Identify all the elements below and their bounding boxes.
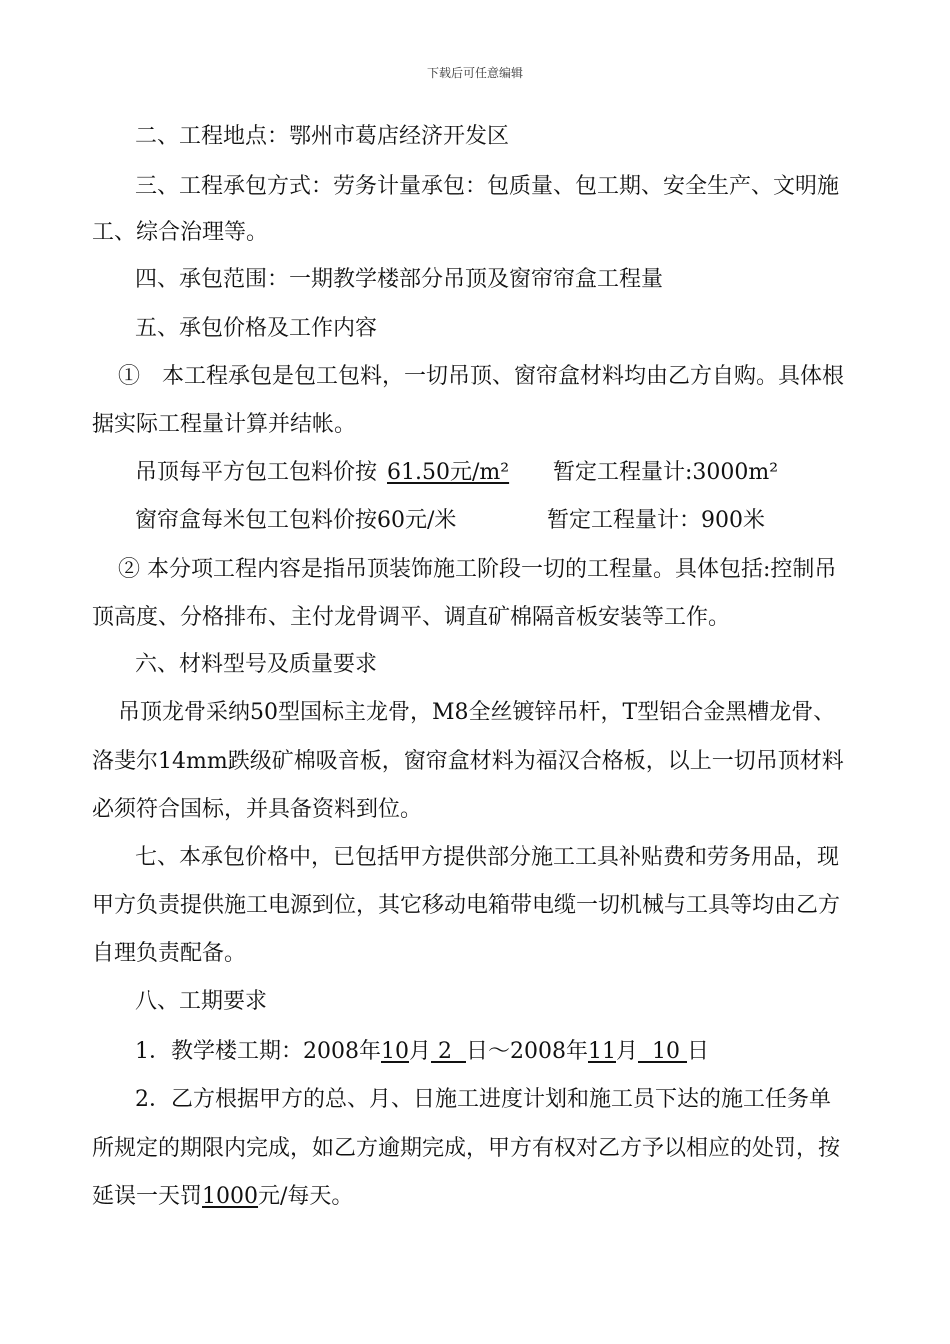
section-5-item-2-line-1: ② 本分项工程内容是指吊顶装饰施工阶段一切的工程量。具体包括:控制吊 bbox=[118, 557, 837, 582]
section-5-item-1-line-2: 据实际工程量计算并结帐。 bbox=[92, 412, 357, 437]
price-ceiling-quantity: 暂定工程量计:3000m² bbox=[553, 460, 779, 485]
day-char: 日 bbox=[687, 1039, 710, 1064]
price-ceiling-label: 吊顶每平方包工包料价按 bbox=[135, 460, 378, 485]
section-8-title: 八、工期要求 bbox=[135, 989, 268, 1014]
section-3-line-2: 工、综合治理等。 bbox=[92, 220, 269, 245]
section-7-line-3: 自理负责配备。 bbox=[92, 941, 247, 966]
section-6-line-2: 洛斐尔14mm跌级矿棉吸音板，窗帘盒材料为福汉合格板，以上一切吊顶材料 bbox=[92, 749, 844, 774]
penalty-prefix: 延误一天罚 bbox=[92, 1184, 203, 1209]
price-ceiling-value: 61.50元/m² bbox=[387, 460, 510, 485]
section-5-title: 五、承包价格及工作内容 bbox=[135, 316, 378, 341]
schedule-prefix: 1．教学楼工期：2008年 bbox=[135, 1039, 381, 1064]
section-8-item-2-line-2: 所规定的期限内完成，如乙方逾期完成，甲方有权对乙方予以相应的处罚，按 bbox=[92, 1136, 841, 1161]
section-8-item-2-line-3 bbox=[92, 1182, 353, 1212]
section-6-line-3: 必须符合国标，并具备资料到位。 bbox=[92, 797, 423, 822]
page-header-note: 下载后可任意编辑 bbox=[426, 66, 523, 80]
section-5-item-2-line-2: 顶高度、分格排布、主付龙骨调平、调直矿棉隔音板安装等工作。 bbox=[92, 605, 731, 630]
section-4-scope: 四、承包范围：一期教学楼部分吊顶及窗帘帘盒工程量 bbox=[135, 267, 664, 292]
price-curtain-box-quantity: 暂定工程量计：900米 bbox=[547, 508, 765, 533]
price-ceiling-row bbox=[135, 458, 531, 488]
section-6-line-1: 吊顶龙骨采纳50型国标主龙骨，M8全丝镀锌吊杆，T型铝合金黑槽龙骨、 bbox=[118, 700, 836, 725]
schedule-middle: 日～2008年 bbox=[466, 1039, 588, 1064]
section-7-line-1: 七、本承包价格中，已包括甲方提供部分施工工具补贴费和劳务用品，现 bbox=[135, 845, 840, 870]
penalty-amount: 1000 bbox=[202, 1184, 259, 1209]
section-5-item-1-line-1: ① 本工程承包是包工包料，一切吊顶、窗帘盒材料均由乙方自购。具体根 bbox=[118, 364, 845, 389]
section-2-location: 二、工程地点：鄂州市葛店经济开发区 bbox=[135, 124, 510, 149]
price-curtain-box-label: 窗帘盒每米包工包料价按60元/米 bbox=[135, 508, 457, 533]
end-month: 11 bbox=[588, 1039, 616, 1064]
start-month: 10 bbox=[381, 1039, 409, 1064]
section-6-title: 六、材料型号及质量要求 bbox=[135, 652, 378, 677]
month-char: 月 bbox=[409, 1039, 432, 1064]
section-8-item-1 bbox=[135, 1037, 709, 1067]
start-day: 2 bbox=[431, 1039, 466, 1064]
month-char-2: 月 bbox=[616, 1039, 639, 1064]
end-day: 10 bbox=[638, 1039, 687, 1064]
section-3-line-1: 三、工程承包方式：劳务计量承包：包质量、包工期、安全生产、文明施 bbox=[135, 174, 840, 199]
section-8-item-2-line-1: 2．乙方根据甲方的总、月、日施工进度计划和施工员下达的施工任务单 bbox=[135, 1087, 831, 1112]
penalty-suffix: 元/每天。 bbox=[258, 1184, 354, 1209]
section-7-line-2: 甲方负责提供施工电源到位，其它移动电箱带电缆一切机械与工具等均由乙方 bbox=[92, 893, 841, 918]
